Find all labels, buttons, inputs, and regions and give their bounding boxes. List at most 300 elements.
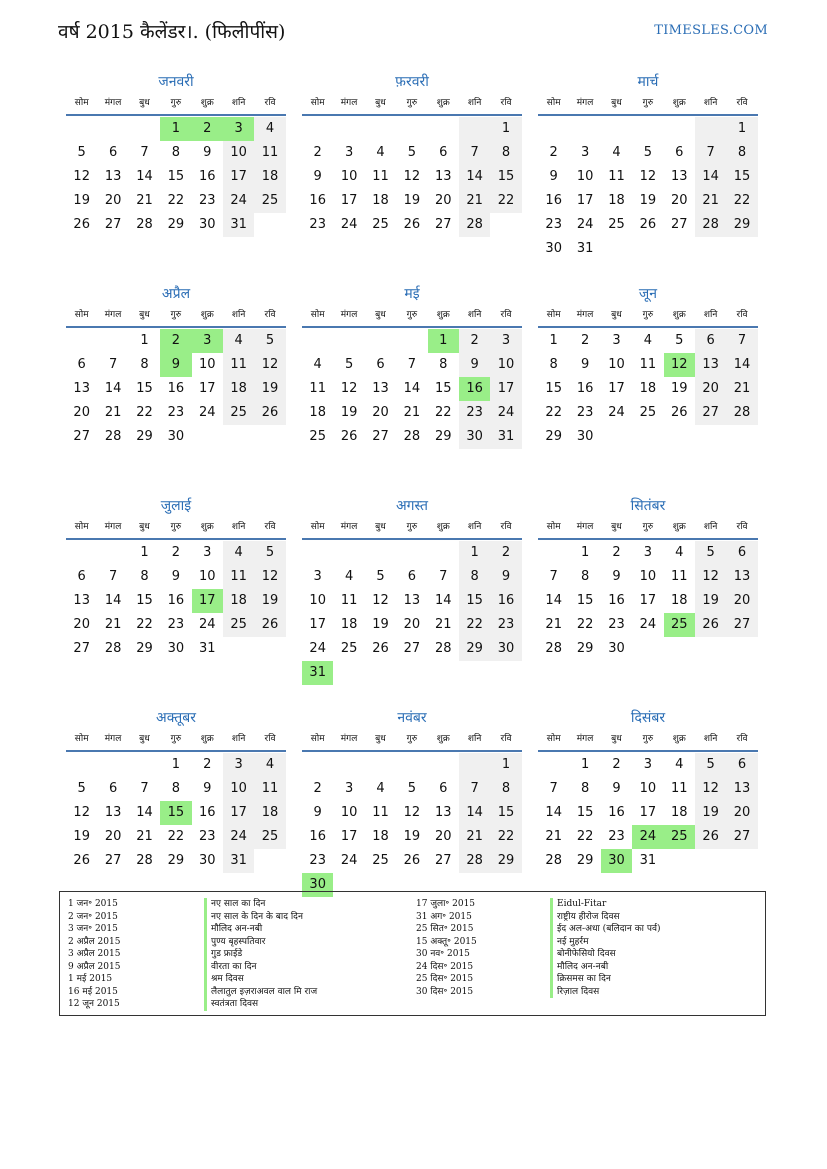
day-cell: 19 <box>695 801 726 825</box>
day-cell: 6 <box>108 781 118 796</box>
holiday-name: क्रिसमस का दिन <box>557 974 611 984</box>
day-cell: 24 <box>309 641 326 656</box>
empty-cell <box>601 237 632 261</box>
day-cell: 15 <box>490 801 521 825</box>
empty-cell <box>459 753 490 777</box>
weekday-label: सोम <box>310 522 325 532</box>
weekday-label: बुध <box>611 98 622 108</box>
empty-cell <box>302 117 333 141</box>
month-name: दिसंबर <box>630 710 666 726</box>
day-cell: 16 <box>309 193 326 208</box>
holiday-date: 16 मई 2015 <box>68 986 118 997</box>
day-cell: 27 <box>372 429 389 444</box>
day-cell: 26 <box>73 217 90 232</box>
day-cell: 26 <box>695 613 726 637</box>
weekday-header <box>538 728 758 752</box>
empty-cell <box>664 849 695 873</box>
day-cell: 8 <box>490 141 521 165</box>
day-cell: 3 <box>203 545 212 560</box>
day-cell: 8 <box>459 565 490 589</box>
day-cell: 17 <box>639 805 657 820</box>
empty-cell <box>538 117 569 141</box>
day-cell: 10 <box>223 777 254 801</box>
day-cell: 24 <box>340 853 358 868</box>
day-cell: 25 <box>309 429 326 444</box>
day-cell: 6 <box>439 145 448 160</box>
empty-cell <box>254 213 285 237</box>
empty-cell <box>223 425 254 449</box>
weekday-label: शुक्र <box>436 98 450 108</box>
day-cell: 14 <box>403 381 421 396</box>
day-cell: 20 <box>104 829 122 844</box>
day-cell: 14 <box>136 169 153 184</box>
empty-cell <box>726 237 757 261</box>
day-cell: 4 <box>223 541 254 565</box>
day-cell: 11 <box>254 141 285 165</box>
day-cell: 28 <box>136 853 153 868</box>
day-cell: 1 <box>140 545 149 560</box>
month-block <box>538 284 758 496</box>
day-cell: 9 <box>160 353 191 377</box>
day-cell: 12 <box>254 353 285 377</box>
day-cell: 13 <box>670 169 688 184</box>
day-cell: 10 <box>576 169 594 184</box>
day-cell: 26 <box>254 401 285 425</box>
day-cell: 19 <box>670 381 688 396</box>
empty-cell <box>538 541 569 565</box>
day-cell: 18 <box>372 193 389 208</box>
day-cell: 18 <box>372 829 389 844</box>
day-cell: 18 <box>254 801 285 825</box>
holiday-date: 3 अप्रैल 2015 <box>68 949 121 959</box>
empty-cell <box>97 117 128 141</box>
day-cell: 11 <box>340 593 358 608</box>
weekday-label: शनि <box>703 310 718 320</box>
day-cell: 23 <box>608 829 625 844</box>
day-cell: 9 <box>612 569 621 584</box>
day-cell: 19 <box>403 193 421 208</box>
day-cell: 6 <box>439 781 448 796</box>
day-cell: 3 <box>612 333 621 348</box>
empty-cell <box>254 849 285 873</box>
month-block <box>538 708 758 920</box>
day-cell: 19 <box>639 193 657 208</box>
empty-cell <box>365 661 396 685</box>
day-cell: 18 <box>670 805 688 820</box>
day-cell: 5 <box>675 333 684 348</box>
holiday-date: 30 नव॰ 2015 <box>416 949 470 959</box>
day-cell: 1 <box>459 541 490 565</box>
day-cell: 20 <box>670 193 688 208</box>
empty-cell <box>129 753 160 777</box>
empty-cell <box>428 753 459 777</box>
empty-cell <box>365 753 396 777</box>
day-cell: 25 <box>664 825 695 849</box>
day-cell: 31 <box>639 853 657 868</box>
day-cell: 13 <box>695 353 726 377</box>
day-cell: 12 <box>695 777 726 801</box>
day-cell: 1 <box>726 117 757 141</box>
day-cell: 16 <box>167 593 185 608</box>
day-cell: 25 <box>223 401 254 425</box>
day-cell: 23 <box>309 853 326 868</box>
day-cell: 21 <box>545 829 562 844</box>
weekday-label: शुक्र <box>672 734 686 744</box>
day-cell: 4 <box>675 757 684 772</box>
day-cell: 28 <box>459 849 490 873</box>
day-cell: 20 <box>104 193 122 208</box>
day-cell: 10 <box>608 357 625 372</box>
month-block <box>66 708 286 920</box>
month-block <box>66 72 286 284</box>
holiday-date: 1 मई 2015 <box>68 974 113 984</box>
day-cell: 12 <box>639 169 657 184</box>
day-cell: 20 <box>372 405 389 420</box>
day-cell: 10 <box>490 353 521 377</box>
day-cell: 30 <box>601 849 632 873</box>
day-cell: 23 <box>167 405 185 420</box>
day-cell: 21 <box>726 377 757 401</box>
day-cell: 7 <box>549 569 558 584</box>
day-cell: 23 <box>608 617 625 632</box>
day-cell: 29 <box>726 213 757 237</box>
day-cell: 14 <box>459 801 490 825</box>
weekday-label: मंगल <box>340 98 358 108</box>
weekday-header <box>538 92 758 116</box>
days-grid <box>66 117 286 237</box>
day-cell: 16 <box>608 805 625 820</box>
day-cell: 21 <box>403 405 421 420</box>
weekday-label: रवि <box>500 98 512 108</box>
day-cell: 21 <box>104 617 122 632</box>
day-cell: 3 <box>580 145 590 160</box>
empty-cell <box>396 117 427 141</box>
holiday-name: Eidul-Fitar <box>557 899 607 909</box>
empty-cell <box>129 117 160 141</box>
day-cell: 27 <box>104 217 122 232</box>
day-cell: 17 <box>490 377 521 401</box>
day-cell: 24 <box>632 825 663 849</box>
day-cell: 17 <box>309 617 326 632</box>
weekday-label: शुक्र <box>672 98 686 108</box>
weekday-label: मंगल <box>576 98 594 108</box>
month-name: अप्रैल <box>161 286 191 302</box>
day-cell: 1 <box>428 329 459 353</box>
empty-cell <box>726 849 757 873</box>
day-cell: 25 <box>372 217 389 232</box>
day-cell: 14 <box>726 353 757 377</box>
empty-cell <box>538 753 569 777</box>
day-cell: 1 <box>171 757 180 772</box>
day-cell: 6 <box>407 569 416 584</box>
day-cell: 31 <box>223 849 254 873</box>
weekday-label: शनि <box>703 98 718 108</box>
day-cell: 11 <box>223 565 254 589</box>
empty-cell <box>695 849 726 873</box>
day-cell: 2 <box>612 757 621 772</box>
weekday-label: रवि <box>264 734 276 744</box>
day-cell: 10 <box>340 169 358 184</box>
day-cell: 30 <box>545 241 562 256</box>
day-cell: 10 <box>340 805 358 820</box>
empty-cell <box>365 117 396 141</box>
weekday-label: बुध <box>139 98 150 108</box>
day-cell: 29 <box>167 853 185 868</box>
empty-cell <box>333 661 364 685</box>
month-name: सितंबर <box>630 498 666 514</box>
day-cell: 9 <box>580 357 590 372</box>
day-cell: 3 <box>643 757 652 772</box>
day-cell: 2 <box>612 545 621 560</box>
day-cell: 7 <box>549 781 558 796</box>
day-cell: 28 <box>695 213 726 237</box>
day-cell: 21 <box>459 825 490 849</box>
empty-cell <box>223 637 254 661</box>
weekday-label: मंगल <box>104 522 122 532</box>
day-cell: 23 <box>545 217 562 232</box>
empty-cell <box>396 661 427 685</box>
day-cell: 5 <box>254 329 285 353</box>
day-cell: 18 <box>309 405 326 420</box>
weekday-label: बुध <box>375 522 386 532</box>
weekday-label: सोम <box>546 98 561 108</box>
day-cell: 9 <box>612 781 621 796</box>
weekday-label: गुरु <box>170 522 182 532</box>
days-grid <box>66 753 286 873</box>
day-cell: 26 <box>639 217 657 232</box>
day-cell: 24 <box>639 617 657 632</box>
holiday-date: 24 दिस॰ 2015 <box>416 961 474 972</box>
day-cell: 11 <box>608 169 625 184</box>
weekday-label: रवि <box>500 522 512 532</box>
day-cell: 1 <box>140 333 149 348</box>
day-cell: 31 <box>490 425 521 449</box>
weekday-header <box>66 92 286 116</box>
empty-cell <box>428 117 459 141</box>
day-cell: 1 <box>549 333 558 348</box>
day-cell: 10 <box>223 141 254 165</box>
weekday-label: गुरु <box>642 98 654 108</box>
empty-cell <box>428 541 459 565</box>
day-cell: 23 <box>490 613 521 637</box>
day-cell: 26 <box>403 217 421 232</box>
day-cell: 24 <box>608 405 625 420</box>
weekday-label: रवि <box>500 310 512 320</box>
day-cell: 28 <box>726 401 757 425</box>
weekday-label: रवि <box>736 310 748 320</box>
day-cell: 27 <box>73 641 90 656</box>
day-cell: 6 <box>726 541 757 565</box>
holiday-date: 12 जून 2015 <box>68 999 120 1009</box>
day-cell: 8 <box>140 569 149 584</box>
day-cell: 28 <box>136 217 153 232</box>
day-cell: 31 <box>576 241 594 256</box>
holiday-names-right <box>550 898 757 998</box>
weekday-label: मंगल <box>340 310 358 320</box>
day-cell: 27 <box>73 429 90 444</box>
holiday-date: 15 अक्तू॰ 2015 <box>416 936 477 947</box>
weekday-header <box>538 304 758 328</box>
day-cell: 17 <box>198 381 216 396</box>
day-cell: 7 <box>108 569 118 584</box>
day-cell: 25 <box>254 189 285 213</box>
holiday-name: वीरता का दिन <box>211 961 257 972</box>
day-cell: 23 <box>167 617 185 632</box>
day-cell: 19 <box>254 377 285 401</box>
weekday-header <box>302 92 522 116</box>
weekday-label: सोम <box>310 734 325 744</box>
day-cell: 27 <box>670 217 688 232</box>
day-cell: 29 <box>167 217 185 232</box>
day-cell: 29 <box>576 641 594 656</box>
page-title: वर्ष 2015 कैलेंडर।. (फिलीपींस) <box>58 21 286 43</box>
day-cell: 22 <box>167 193 185 208</box>
weekday-label: शनि <box>467 734 482 744</box>
weekday-label: मंगल <box>104 734 122 744</box>
holiday-date: 2 जन॰ 2015 <box>68 911 118 922</box>
day-cell: 28 <box>104 641 122 656</box>
day-cell: 9 <box>459 353 490 377</box>
holiday-date: 9 अप्रैल 2015 <box>68 961 121 972</box>
day-cell: 11 <box>670 781 688 796</box>
weekday-label: गुरु <box>170 310 182 320</box>
holiday-names-left <box>204 898 411 1011</box>
weekday-label: शुक्र <box>672 522 686 532</box>
month-block <box>302 496 522 708</box>
empty-cell <box>365 329 396 353</box>
day-cell: 22 <box>136 617 153 632</box>
empty-cell <box>396 329 427 353</box>
day-cell: 23 <box>459 401 490 425</box>
weekday-label: बुध <box>375 98 386 108</box>
weekday-label: शुक्र <box>672 310 686 320</box>
day-cell: 8 <box>140 357 149 372</box>
empty-cell <box>302 753 333 777</box>
day-cell: 12 <box>403 169 421 184</box>
day-cell: 15 <box>459 589 490 613</box>
day-cell: 10 <box>639 781 657 796</box>
day-cell: 5 <box>695 753 726 777</box>
site-link[interactable]: TIMESLES.COM <box>654 23 768 38</box>
days-grid <box>302 541 522 685</box>
weekday-label: बुध <box>611 310 622 320</box>
day-cell: 8 <box>549 357 558 372</box>
day-cell: 13 <box>104 169 122 184</box>
day-cell: 1 <box>580 757 590 772</box>
day-cell: 1 <box>490 117 521 141</box>
weekday-label: रवि <box>264 310 276 320</box>
days-grid <box>538 329 758 449</box>
day-cell: 31 <box>223 213 254 237</box>
day-cell: 2 <box>459 329 490 353</box>
day-cell: 22 <box>167 829 185 844</box>
weekday-label: मंगल <box>576 522 594 532</box>
weekday-label: शनि <box>231 734 246 744</box>
empty-cell <box>632 117 663 141</box>
holiday-date: 30 दिस॰ 2015 <box>416 986 474 997</box>
day-cell: 20 <box>434 829 452 844</box>
day-cell: 12 <box>403 805 421 820</box>
day-cell: 21 <box>545 617 562 632</box>
month-block <box>66 496 286 708</box>
day-cell: 9 <box>171 569 180 584</box>
day-cell: 13 <box>726 777 757 801</box>
empty-cell <box>490 661 521 685</box>
day-cell: 12 <box>254 565 285 589</box>
empty-cell <box>97 753 128 777</box>
day-cell: 3 <box>344 781 354 796</box>
weekday-header <box>302 728 522 752</box>
day-cell: 20 <box>403 617 421 632</box>
day-cell: 2 <box>192 117 223 141</box>
empty-cell <box>726 425 757 449</box>
day-cell: 25 <box>254 825 285 849</box>
day-cell: 29 <box>545 429 562 444</box>
day-cell: 26 <box>254 613 285 637</box>
holiday-date: 25 दिस॰ 2015 <box>416 974 474 984</box>
weekday-label: गुरु <box>406 734 418 744</box>
month-name: मार्च <box>637 74 659 90</box>
day-cell: 15 <box>490 165 521 189</box>
day-cell: 22 <box>576 829 594 844</box>
holiday-date: 17 जुला॰ 2015 <box>416 899 476 909</box>
day-cell: 24 <box>223 189 254 213</box>
weekday-label: शुक्र <box>200 310 214 320</box>
day-cell: 17 <box>340 829 358 844</box>
day-cell: 30 <box>302 873 333 897</box>
weekday-label: शनि <box>703 522 718 532</box>
day-cell: 4 <box>254 753 285 777</box>
day-cell: 3 <box>192 329 223 353</box>
day-cell: 2 <box>549 145 558 160</box>
day-cell: 14 <box>459 165 490 189</box>
day-cell: 30 <box>167 641 185 656</box>
empty-cell <box>695 117 726 141</box>
day-cell: 22 <box>490 825 521 849</box>
months-container <box>66 72 762 920</box>
weekday-header <box>538 516 758 540</box>
day-cell: 19 <box>73 193 90 208</box>
day-cell: 19 <box>695 589 726 613</box>
weekday-label: रवि <box>500 734 512 744</box>
empty-cell <box>695 637 726 661</box>
weekday-label: सोम <box>74 734 89 744</box>
day-cell: 2 <box>490 541 521 565</box>
weekday-label: सोम <box>74 98 89 108</box>
weekday-label: गुरु <box>642 734 654 744</box>
holiday-date: 25 सित॰ 2015 <box>416 924 474 934</box>
day-cell: 5 <box>77 145 86 160</box>
day-cell: 21 <box>136 193 153 208</box>
day-cell: 9 <box>313 169 322 184</box>
day-cell: 29 <box>459 637 490 661</box>
weekday-label: गुरु <box>406 310 418 320</box>
month-block <box>66 284 286 496</box>
day-cell: 3 <box>223 753 254 777</box>
day-cell: 12 <box>372 593 389 608</box>
day-cell: 5 <box>376 569 385 584</box>
month-block <box>302 72 522 284</box>
day-cell: 27 <box>695 401 726 425</box>
day-cell: 18 <box>223 377 254 401</box>
days-grid <box>538 117 758 261</box>
day-cell: 28 <box>104 429 122 444</box>
day-cell: 15 <box>434 381 452 396</box>
month-block <box>302 708 522 920</box>
empty-cell <box>365 541 396 565</box>
day-cell: 21 <box>695 189 726 213</box>
day-cell: 21 <box>434 617 452 632</box>
